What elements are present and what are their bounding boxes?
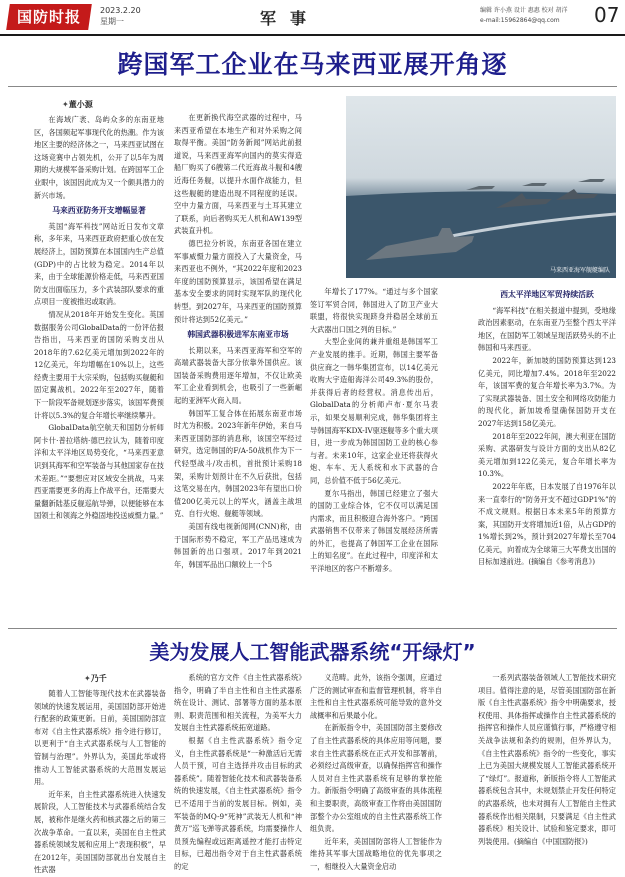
newspaper-logo	[6, 4, 92, 30]
paragraph: 年增长了177%。“通过与多个国家签订军贸合同，韩国进入了防卫产业大联盟，将很快实现跻身并稳居全球前五大武器出口国之列的目标。”	[310, 287, 438, 334]
ships-illustration	[346, 96, 616, 278]
paragraph: 美国有线电视新闻网(CNN)称，由于国际形势不稳定，军工产品迅速成为韩国新的出口强项。2017年到2021年，韩国军品出口额较上一个5	[174, 522, 302, 569]
paragraph: 在更新换代海空武器的过程中，马来西亚希望在本地生产和对外采购之间取得平衡。美国“防务新闻”网站此前报道说，马来西亚海军向国内的莫实得造船厂购买了6艘第二代近海战斗舰和4艘近海任务舰，以提升水面作战能力，但这些舰艇的建造出现不同程度的延误。空中力量方面，马来西亚与土耳其建立了联系，向后者购买无人机和AW139型武装直升机。	[174, 113, 302, 236]
subheading: 马来西亚防务开支增幅显著	[52, 206, 146, 216]
paragraph: 英国“海军科技”网站近日发布文章称，多年来，马来西亚政府把重心放在发展经济上，国防预算在本国国内生产总值(GDP)中的占比较为稳定。2014年以来，由于全球能源价格走低，马来西亚国防支出面临压力，多个武装部队要求的重点项目一度被推迟或取消。	[34, 221, 164, 307]
brand-text: 国防时报	[16, 8, 81, 26]
paragraph: 长期以来，马来西亚海军和空军的高端武器装备大部分依靠外国供应。该国装备采购费用逐年增加，不仅让欧美军工企业看到机会，也吸引了一些新崛起的亚洲军火商入局。	[174, 345, 302, 406]
divider	[8, 628, 617, 629]
paragraph: GlobalData航空航天和国防分析师阿卡什·普拉塔纳·德巴拉认为，随着印度洋和太平洋地区局势变化，“马来西亚意识到其海军和空军装备与其他国家存在技术差距。”“要想应对区域安全挑战，马来西亚需要更多的海上作战平台，还需要大量翻新陆基反舰巡航导弹，以便能够在本国领土和领海之外稳固地投送威慑力量。”	[34, 423, 164, 521]
paragraph: 夏尔马指出，韩国已经建立了强大的国防工业综合体，它不仅可以满足国内需求，而且积极迎合海外客户。“跨国武器销售不仅带来了韩国发展经济所需的外汇，也提高了韩国军工企业在国际上的知名度”。在此过程中，印度洋和太平洋地区的客户不断增多。	[310, 488, 438, 574]
email-line: e-mail:15962864@qq.com	[480, 17, 560, 24]
article2-headline: 美为发展人工智能武器系统“开绿灯”	[149, 640, 476, 664]
paragraph: 2022年，新加坡的国防预算达到123亿美元，同比增加7.4%。2018年至2022年，该国军费的复合年增长率为3.7%。为了实现武器装备、国土安全和网络攻防能力的现代化，新加坡希望确保国防开支在2027年达到158亿美元。	[478, 355, 616, 428]
paragraph: 近年来，自主性武器系统进入快速发展阶段，人工智能技术与武器系统结合发展，被称作是继火药和核武器之后的第三次战争革命。一直以来，美国在自主性武器系统领域发展和应用上“表现积极”，早在2012年，美国国防部就出台发展自主性武器	[34, 789, 166, 875]
editor-credits	[480, 6, 592, 26]
paragraph: 一系列武器装备领域人工智能技术研究项目。值得注意的是，尽管美国国防部在新版《自主性武器系统》指令中明确要求，授权使用、具体指挥或操作自主性武器系统的指挥官和操作人员应谨慎行事，严格遵守相关战争法规和条约的规则，但外界认为，《自主性武器系统》指令的一些变化，事实上已为美国大规模发展人工智能武器系统开了“绿灯”。报道称，新版指令将人工智能武器系统包含其中，未规划禁止开发任何特定的武器系统，也未对拥有人工智能自主性武器系统作出相关限制，只要满足《自主性武器系统》相关设计、试验和鉴定要求，即可列装使用。(摘编自《中国国防报》)	[478, 673, 616, 846]
paragraph: 2022年年底，日本发展了自1976年以来一直奉行的“防务开支不超过GDP1%”的不成文规则。根据日本未来5年的预算方案，其国防开支将增加近1倍，从占GDP的1%增长到2%，预计到2027年增长至704亿美元，向着成为全球第三大军费支出国的目标加速前进。(摘编自《参考消息》)	[478, 481, 616, 567]
issue-date	[100, 5, 141, 27]
paragraph: 大型企业间的兼并重组是韩国军工产业发展的推手。近期，韩国主要军备供应商之一韩华集团宣布，以14亿美元收购大宇造船海洋公司49.3%的股份，并获得后者的经营权。消息传出后，GlobalData的分析师卢布·夏尔马表示，如果交易顺利完成，韩华集团将主导韩国海军KDX-IV驱逐舰等多个重大项目，进一步成为韩国国防工业的核心参与者。未来10年，这家企业还将获得火炮、车车、无人系统和水下武器的合同，总价值不低于56亿美元。	[310, 337, 438, 485]
article1-column-4	[478, 286, 616, 624]
article1-headline: 跨国军工企业在马来西亚展开角逐	[117, 50, 508, 79]
article2-column-1	[34, 688, 166, 875]
paragraph: 随着人工智能等现代技术在武器装备领域的快速发展运用，美国国防部开始进行配套的政策更新。日前，美国国防部宣布对《自主性武器系统》指令进行修订，以更利于“自主式武器系统与人工智能的管制与治理”。外界认为，美国此举或将推动人工智能武器系统的大范围发展运用。	[34, 689, 166, 787]
article2-column-2	[174, 672, 302, 871]
navy-fleet-photo	[346, 96, 616, 278]
paragraph: 根据《自主性武器系统》指令定义，自主性武器系统是“一种激活后无需人员干预，可自主选择并攻击目标的武器系统”。随着智能化技术和武器装备系统的快速发展，《自主性武器系统》指令已不适用于当前的发展目标。例如，美军装备的MQ-9“死神”武装无人机和“神黄万”巡飞弹等武器系统，均需要操作人员预先编程或远距离遥控才能打击特定目标，已超出指令对于自主性武器系统的定	[174, 735, 302, 871]
divider	[8, 86, 617, 87]
article1-column-3	[310, 286, 438, 624]
paragraph: 韩国军工复合体在拓展东南亚市场时尤为积极。2023年新年伊始，来自马来西亚国防部的消息称，该国空军经过研究，选定韩国的F/A-50战机作为下一代轻型战斗/攻击机，首批预计采购18架，采购计划预计在不久后获批，包括这笔交易在内，韩国2023年有望出口价值200亿美元以上的军火，涵盖主战坦克、自行火炮、舰艇等领域。	[174, 408, 302, 519]
page-number: 07	[594, 3, 620, 27]
paragraph: 2018年至2022年间，澳大利亚在国防采购、武器研发与设计方面的支出从82亿美元增加到122亿美元，复合年增长率为10.3%。	[478, 431, 616, 479]
paragraph: 情况从2018年开始发生变化。英国数据服务公司GlobalData的一份评估报告指出，马来西亚的国防采购支出从2018年的7.62亿美元增加到2022年的12亿美元，年均增幅在10%以上，这些经费主要用于大宗采购，包括购买舰艇和固定翼战机。2022年至2027年，随着下一阶段军备规划逐步落实，该国军费预计将以5.3%的复合年增长率继续攀升。	[34, 309, 164, 420]
photo-caption: 马来西亚海军舰艇编队	[549, 267, 610, 274]
paragraph: 在新版指令中，美国国防部主要修改了自主性武器系统的具体应用等问题，要求自主性武器系统在正式开发和部署前，必须经过高级审查，以确保指挥官和操作人员对自主性武器系统有足够的掌控能力。新版指令明确了高级审查的具体流程和主要职责，高级审查工作将由美国国防部整个办公室组成的自主性武器系统工作组负责。	[310, 723, 442, 834]
weekday-text: 星期一	[100, 17, 124, 26]
credits-line: 编辑 许小燕 设计 惠惠 校对 胡洋	[480, 7, 568, 14]
paragraph: 德巴拉分析说，东南亚各国在建立军事威慑力量方面投入了大量资金，马来西亚也不例外，“其2022年度和2023年度的国防预算显示，该国希望在满足基本安全要求的同时实现军队的现代化转型。到2027年，马来西亚的国防预算预计将达到52亿美元。”	[174, 238, 302, 324]
paragraph: “海军科技”在相关报道中提到，受地缘政治因素驱动，在东南亚乃至整个西太平洋地区，在国防军工领域呈现活跃势头的不止韩国和马来西亚。	[478, 305, 616, 353]
paragraph: 义范畴。此外，该指令强调，应通过广泛的测试审查和监督管理机制，将半自主性和自主性武器系统可能导致的意外交战概率和后果最小化。	[310, 673, 442, 720]
paragraph: 近年来，美国国防部将人工智能作为维持其军事大国战略地位的优先事项之一，相继投入大量资金启动	[310, 836, 442, 871]
section-title: 军事	[259, 9, 320, 28]
article2-column-4	[478, 672, 616, 856]
subheading: 韩国武器积极进军东南亚市场	[187, 330, 289, 340]
paragraph: 系统的官方文件《自主性武器系统》指令，明确了半自主性和自主性武器系统在设计、测试、部署等方面的基本原则、职责范围和相关流程，为美军大力发展自主性武器系统拓宽道路。	[174, 673, 302, 733]
article1-byline: ✦ 董小源	[62, 99, 93, 110]
subheading: 西太平洋地区军贸持续活跃	[500, 290, 594, 299]
article1-column-2	[174, 112, 302, 624]
article2-column-3	[310, 672, 442, 871]
article1-column-1	[34, 114, 164, 624]
article2-byline: ✦ 乃千	[84, 673, 107, 684]
paragraph: 在海域广袤、岛屿众多的东南亚地区，各国频起军事现代化的热潮。作为该地区主要的经济体之一，马来西亚试图在这场竞赛中占领先机，公开了以5年为周期的大规模军备采购计划。在跨国军工企业眼中，该国因此成为又一个颇具潜力的新兴市场。	[34, 115, 164, 200]
date-text: 2023.2.20	[100, 6, 141, 15]
masthead	[0, 0, 625, 36]
